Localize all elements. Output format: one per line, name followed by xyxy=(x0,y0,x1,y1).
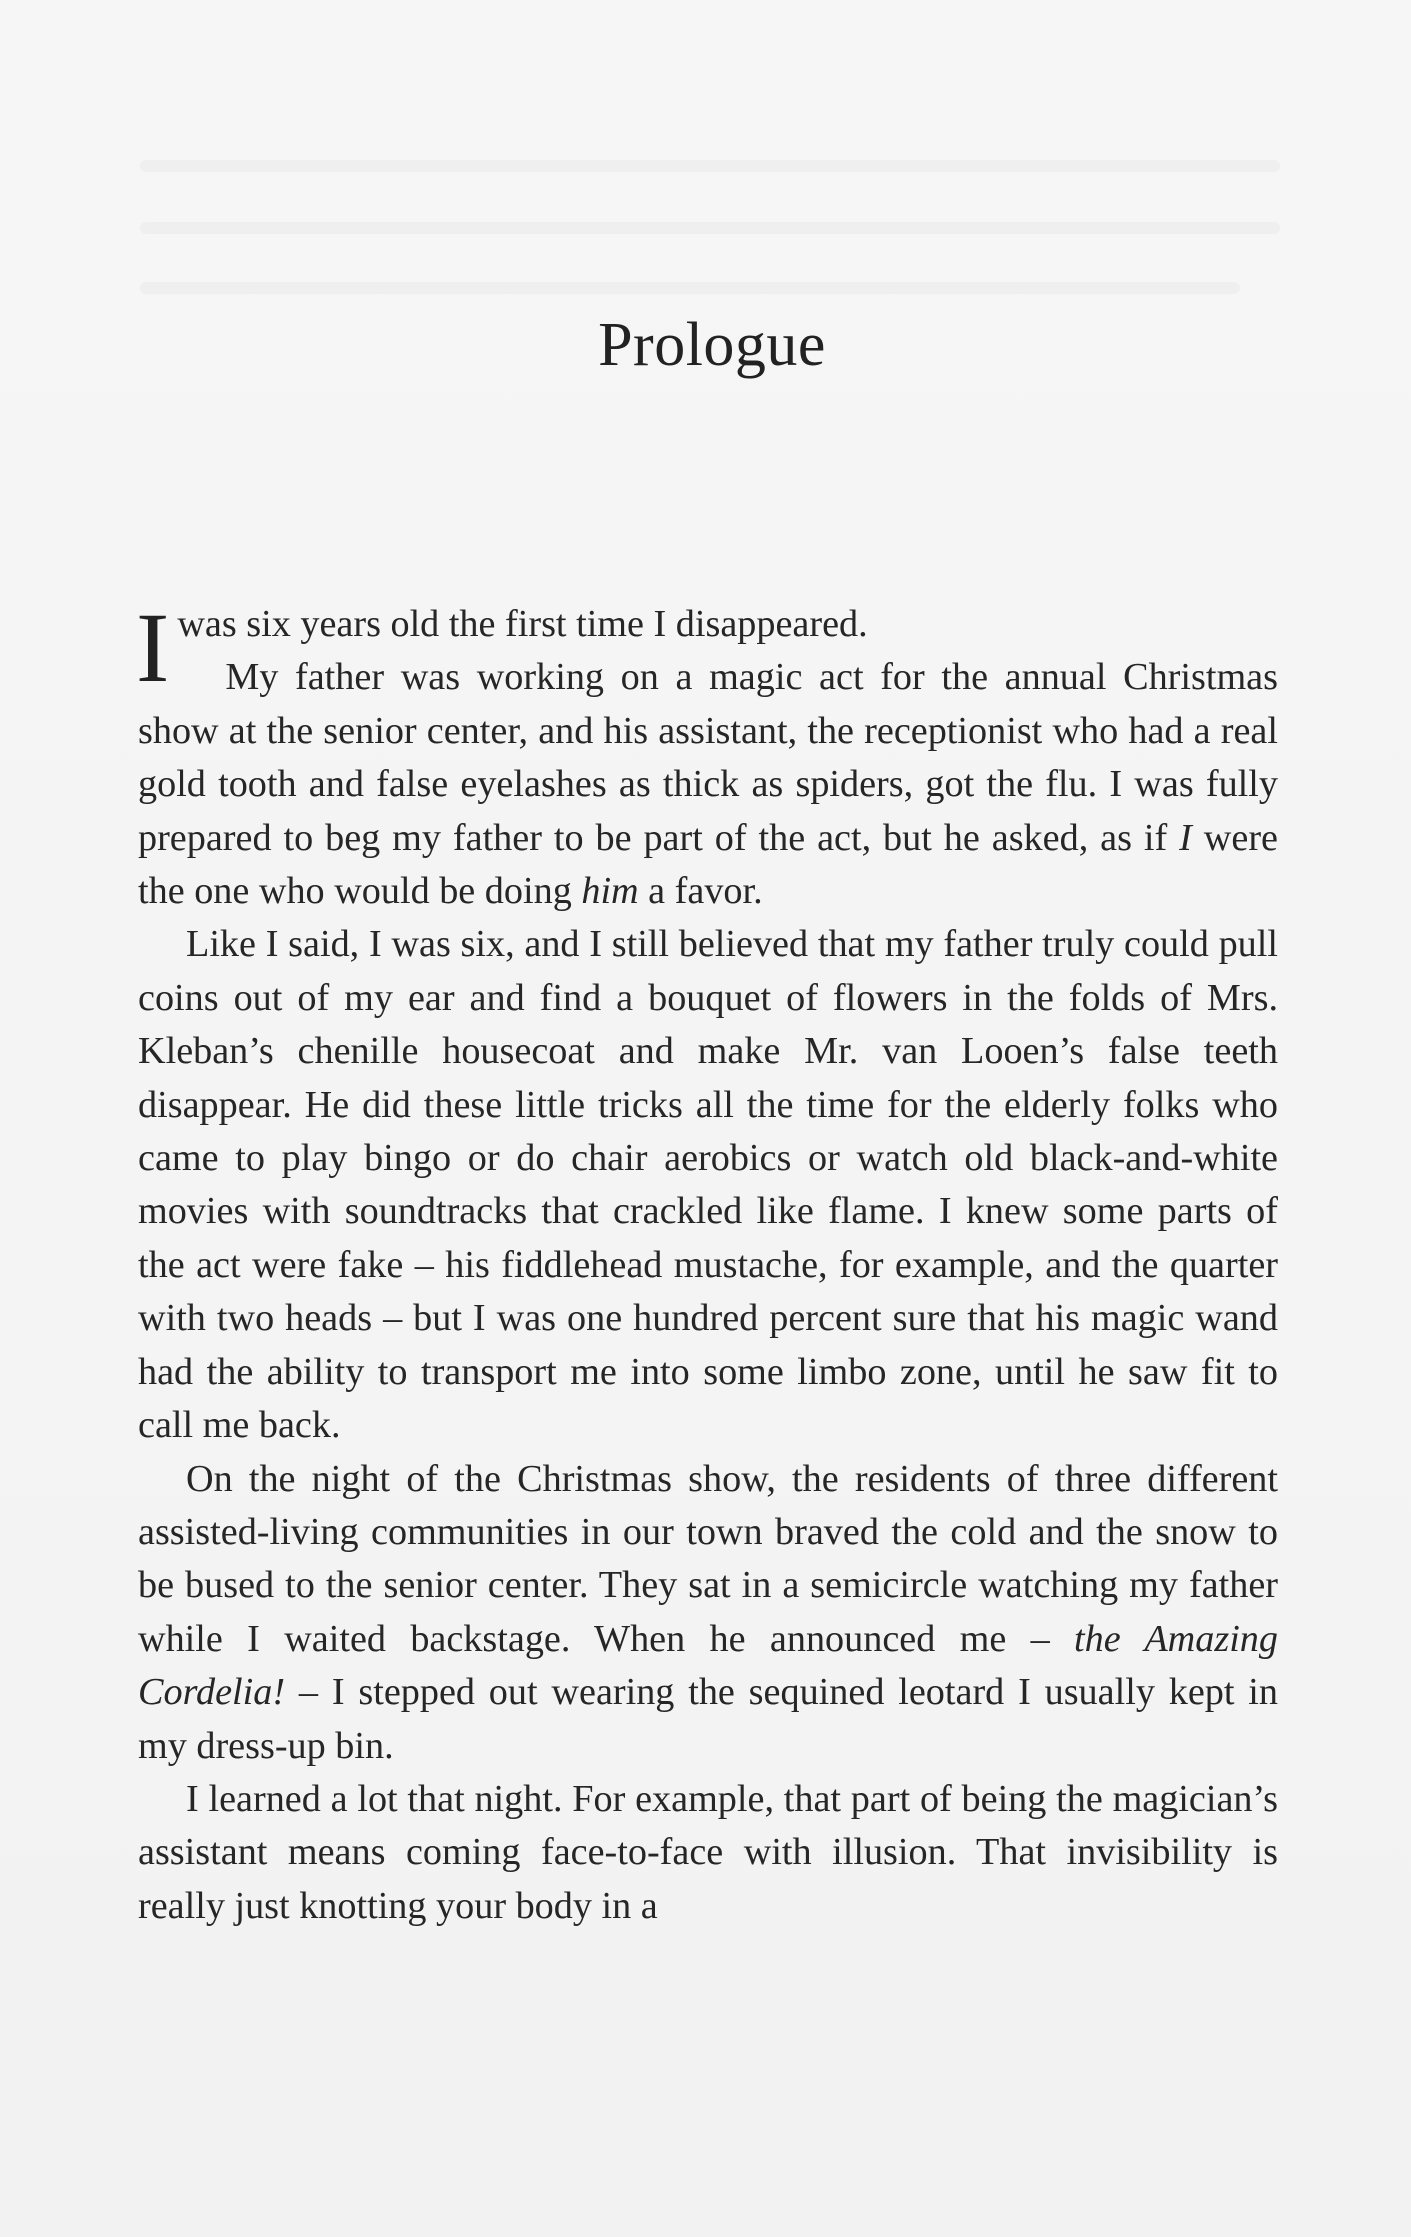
chapter-title: Prologue xyxy=(598,311,826,379)
paragraph-4 xyxy=(138,1453,1278,1773)
paragraph-4-text-b: – I stepped out wearing the sequined leotard I usually kept in my dress-up bin. xyxy=(138,1671,1278,1767)
paragraph-2-text-b: were the one who would be doing xyxy=(138,816,1278,913)
paragraph-5: I learned a lot that night. For example, that part of being the magician’s assistant means coming face-to-face with illusion. That invisibility is really just knotting your body in a xyxy=(138,1777,1278,1927)
show-through-line xyxy=(140,282,1240,294)
paragraph-2-text-c: a favor. xyxy=(638,870,763,913)
paragraph-1 xyxy=(136,592,1278,703)
paragraph-2 xyxy=(138,651,1278,918)
paragraph-3: Like I said, I was six, and I still believed that my father truly could pull coins out of my ear and find a bouquet of flowers in the folds of Mrs. Kleban’s chenille housecoat and make Mr. van Looen’s false teeth disappear. He did these little tricks all the time for the elderly folks who came to play bingo or do chair aerobics or watch old black-and-white movies with soundtracks that crackled like flame. I knew some parts of the act were fake – his fiddlehead mustache, for example, and the quarter with two heads – but I was one hundred percent sure that his magic wand had the ability to transport me into some limbo zone, until he saw fit to call me back. xyxy=(138,923,1278,1447)
drop-cap: I xyxy=(136,592,170,703)
paragraph-1-text: was six years old the first time I disappeared. xyxy=(177,603,868,645)
paragraph-2-italic-b: him xyxy=(581,870,639,913)
paragraph-2-italic-a: I xyxy=(1179,816,1192,859)
paragraph-4-italic: the Amazing Cordelia! xyxy=(138,1617,1278,1714)
show-through-line xyxy=(140,160,1280,172)
paragraph-2-text-a: My father was working on a magic act for the annual Christmas show at the senior center, and his assistant, the receptionist who had a real gold tooth and false eyelashes as thick as spiders, got the flu. I was fully prepared to beg my father to be part of the act, but he asked, as if xyxy=(138,656,1278,859)
paragraph-4-text-a: On the night of the Christmas show, the residents of three different assisted-living communities in our town braved the cold and the snow to be bused to the senior center. They sat in a semicircle watching my father while I waited backstage. When he announced me – xyxy=(138,1457,1278,1660)
show-through-line xyxy=(140,222,1280,234)
body-text xyxy=(136,592,1278,1933)
